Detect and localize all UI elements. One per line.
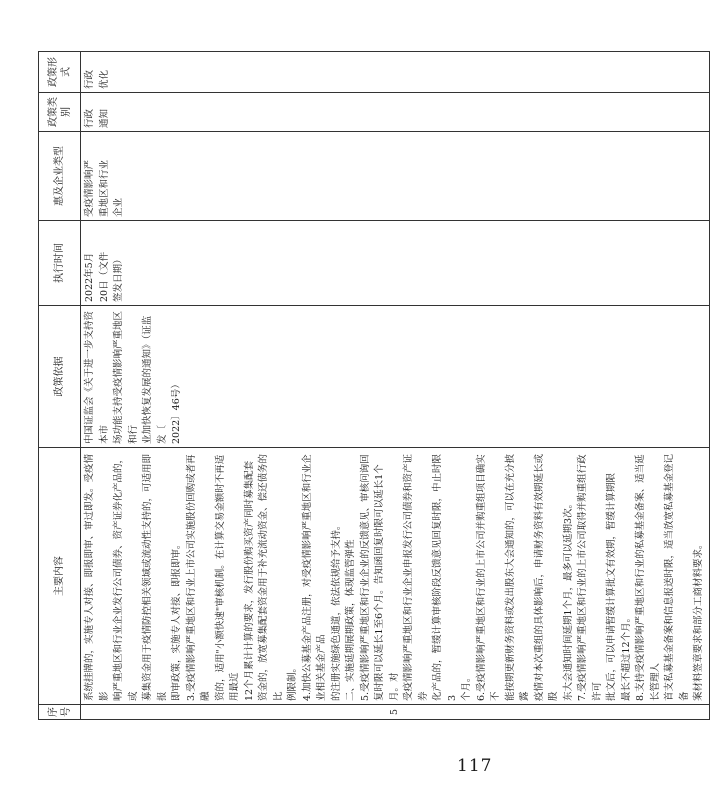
cell-policy-basis xyxy=(81,306,710,448)
time-line: 20日（文件 xyxy=(98,251,110,302)
cell-execution-time xyxy=(81,221,710,306)
header-main-content: 主要内容 xyxy=(39,448,81,705)
header-execution-time: 执行时间 xyxy=(39,221,81,306)
main-line: 即审政策，实施专人对接、即报即审。 xyxy=(171,539,182,701)
basis-line: 2022〕46号） xyxy=(171,379,182,444)
header-policy-basis: 政策依据 xyxy=(39,306,81,448)
header-policy-category: 政策类别 xyxy=(39,93,81,132)
time-line: 签发日期） xyxy=(113,254,124,302)
main-line: 个月。 xyxy=(461,672,472,701)
basis-line: 场功能支持受疫情影响严重地区和行 xyxy=(113,310,139,444)
main-line: 例限制。 xyxy=(287,662,298,701)
header-policy-form: 政策形式 xyxy=(39,52,81,93)
form-line: 行政 xyxy=(84,69,95,89)
main-line: 响严重地区和行业企业发行公司债券、资产证券化产品的，或 xyxy=(113,453,139,701)
type-line: 受疫情影响严 xyxy=(84,159,95,217)
form-line: 优化 xyxy=(98,69,110,89)
policy-table xyxy=(38,51,710,720)
cell-enterprise-type xyxy=(81,132,710,221)
header-seq: 序号 xyxy=(39,705,81,720)
basis-line: 业加快恢复发展的通知》（证监发〔 xyxy=(142,315,168,444)
main-line: 4.加快公募基金产品注册，对受疫情影响严重地区和行业企业相关基金产品 xyxy=(301,454,327,701)
category-line: 行政 xyxy=(84,108,95,128)
cell-policy-form xyxy=(81,52,710,93)
type-line: 重地区和行业 xyxy=(98,159,110,217)
main-line: 7.受疫情影响严重地区和行业的上市公司取得并购重组行政许可 xyxy=(577,454,603,701)
main-line: 5.受疫情影响严重地区和行业企业的反馈意见、审核问询回 xyxy=(359,454,371,701)
cell-policy-category xyxy=(81,93,710,132)
main-line: 受疫情影响严重地区和行业企业申报发行公司债券和资产证券 xyxy=(403,453,429,701)
cell-main-content xyxy=(81,448,710,705)
cell-seq: 5 xyxy=(81,705,710,720)
policy-table-frame xyxy=(38,57,704,720)
main-line: 案材料签章要求和部分工商材料要求。 xyxy=(693,539,704,701)
main-line: 最长不超过12个月。 xyxy=(620,612,632,701)
main-line: 资的，适用"小额快速"审核机制。在计算交易金额时不再适用最近 xyxy=(214,454,240,701)
table-row xyxy=(81,52,710,720)
main-line: 的注册实施绿色通道，依法依规给予支持。 xyxy=(330,520,342,701)
main-line: 批文后，可以申请暂缓计算批文有效期，暂缓计算期限 xyxy=(606,472,617,701)
main-line: 首支私募基金备案和信息报送时限，适当放宽私募基金登记备 xyxy=(664,453,690,701)
basis-line: 中国证监会《关于进一步支持资本市 xyxy=(84,310,110,444)
main-line: 二、实施延期展期政策，体现监管弹性 xyxy=(345,539,356,701)
main-line: 疫情对本次重组的具体影响后，申请财务资料有效期延长或股 xyxy=(533,453,559,701)
time-line: 2022年5月 xyxy=(84,252,95,302)
category-line: 通知 xyxy=(98,108,110,128)
page-number: 117 xyxy=(457,756,493,776)
main-line: 8.支持受疫情影响严重地区和行业的私募基金备案、适当延长管理人 xyxy=(635,454,661,701)
main-line: 资金的，放宽募集配套资金用于补充流动资金、偿还债务的比 xyxy=(258,453,284,701)
main-line: 6.受疫情影响严重地区和行业的上市公司并购重组项目确实不 xyxy=(475,454,501,701)
main-line: 募集资金用于疫情防控相关领域或流动性支持的，可适用即报 xyxy=(142,453,168,701)
main-line: 12个月累计计算的要求，发行股份购买资产同时募集配套 xyxy=(243,460,255,701)
main-line: 复时限可以延长1至6个月。告知函回复时限可以延长1个月。对 xyxy=(374,464,400,701)
main-line: 系统挂牌的，实施专人对接、即报即审、审过即发。受疫情影 xyxy=(84,453,110,701)
main-line: 东大会通知时间延期1个月，最多可以延期3次。 xyxy=(562,498,574,701)
type-line: 企业 xyxy=(113,197,124,217)
table-header-row xyxy=(39,52,81,720)
main-line: 能按期更新财务资料或发出股东大会通知的，可以在充分披露 xyxy=(504,453,530,701)
header-enterprise-type: 惠及企业类型 xyxy=(39,132,81,221)
main-line: 3.受疫情影响严重地区和行业上市公司实施股份回购或者再融 xyxy=(185,454,211,701)
main-line: 化产品的，暂缓计算审核阶段反馈意见回复时限，中止时限3 xyxy=(432,453,458,701)
